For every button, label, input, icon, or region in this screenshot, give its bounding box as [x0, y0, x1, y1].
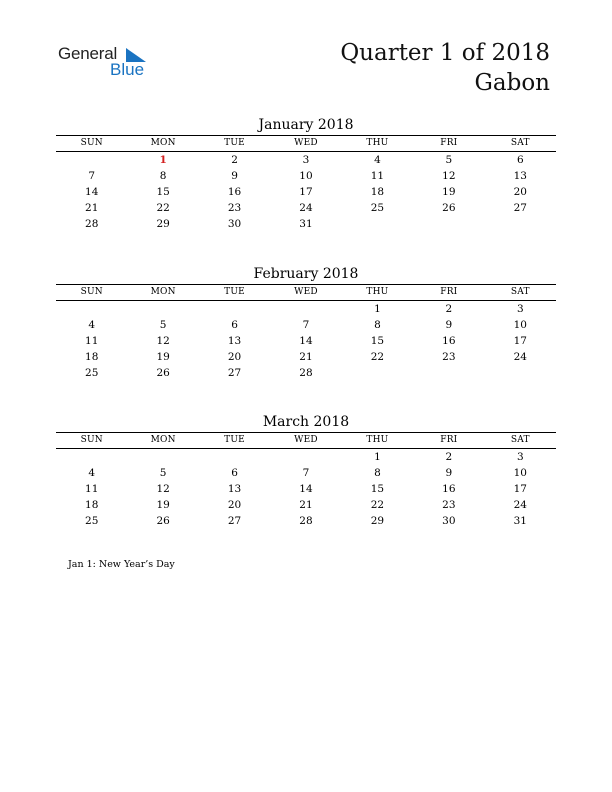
- day-cell: 3: [516, 303, 524, 315]
- month-title: March 2018: [262, 414, 350, 430]
- day-cell: 11: [85, 335, 99, 347]
- day-cell-empty: [270, 301, 341, 317]
- day-cell: 28: [299, 367, 313, 379]
- day-cell: 30: [227, 218, 242, 230]
- weekday-header: [56, 285, 556, 300]
- day-cell: 27: [227, 515, 242, 527]
- day-cell: 2: [445, 303, 453, 315]
- title-country: Gabon: [474, 70, 550, 96]
- day-cell: 18: [85, 351, 99, 363]
- weekday-label: FRI: [440, 138, 458, 148]
- day-cell: 8: [374, 319, 381, 331]
- day-cell: 18: [85, 499, 99, 511]
- weekday-label: SUN: [80, 435, 103, 445]
- day-cell-holiday: 1: [159, 154, 167, 166]
- weekday-label: THU: [366, 287, 389, 297]
- day-cell: 16: [442, 335, 456, 347]
- day-cell: 25: [85, 515, 99, 527]
- day-cell: 17: [299, 186, 313, 198]
- day-cell: 3: [302, 154, 310, 166]
- weekday-label: FRI: [440, 287, 458, 297]
- day-cell: 17: [513, 335, 527, 347]
- day-cell: 15: [370, 483, 385, 495]
- month-title: February 2018: [253, 266, 359, 282]
- day-cell-empty: [199, 449, 270, 465]
- page-title: [340, 38, 550, 98]
- day-cell: 9: [445, 319, 453, 331]
- day-cell: 21: [299, 351, 313, 363]
- day-cell: 27: [227, 367, 242, 379]
- day-cell: 31: [513, 515, 527, 527]
- day-cell: 5: [445, 154, 453, 166]
- day-cell: 28: [85, 218, 99, 230]
- weekday-label: TUE: [224, 138, 245, 148]
- weekday-label: WED: [294, 138, 318, 148]
- day-cell-empty: [127, 449, 198, 465]
- day-cell: 7: [88, 170, 96, 182]
- day-cell: 8: [159, 170, 167, 182]
- weekday-label: TUE: [224, 435, 245, 445]
- day-cell: 13: [513, 170, 527, 182]
- day-grid: [56, 301, 556, 381]
- day-cell: 21: [299, 499, 313, 511]
- day-cell: 22: [370, 351, 385, 363]
- day-cell: 25: [85, 367, 99, 379]
- day-cell-empty: [199, 301, 270, 317]
- day-cell: 26: [442, 202, 456, 214]
- day-cell: 15: [156, 186, 170, 198]
- month-march: [56, 412, 556, 529]
- day-cell: 5: [159, 319, 167, 331]
- day-cell: 23: [227, 202, 242, 214]
- weekday-label: MON: [150, 138, 176, 148]
- holiday-note: Jan 1: New Year’s Day: [68, 559, 175, 570]
- day-cell: 9: [445, 467, 453, 479]
- day-cell: 19: [442, 186, 456, 198]
- title-quarter: Quarter 1 of 2018: [340, 40, 550, 66]
- day-cell: 23: [442, 499, 456, 511]
- weekday-label: THU: [366, 138, 389, 148]
- day-cell: 10: [299, 170, 313, 182]
- brand-logo: [58, 44, 168, 84]
- day-cell: 12: [156, 335, 170, 347]
- weekday-label: TUE: [224, 287, 245, 297]
- weekday-label: WED: [294, 435, 318, 445]
- day-cell: 2: [231, 154, 238, 166]
- day-cell: 4: [374, 154, 381, 166]
- day-cell: 5: [159, 467, 167, 479]
- day-cell: 11: [85, 483, 99, 495]
- day-cell: 29: [370, 515, 385, 527]
- day-cell: 14: [299, 335, 313, 347]
- weekday-label: SUN: [80, 138, 103, 148]
- logo-text-general: General: [58, 44, 118, 63]
- day-cell: 4: [88, 467, 96, 479]
- day-cell: 20: [227, 499, 242, 511]
- weekday-label: MON: [150, 435, 176, 445]
- logo-text-blue: Blue: [110, 60, 145, 79]
- day-cell: 12: [442, 170, 456, 182]
- day-cell: 17: [513, 483, 527, 495]
- day-cell-empty: [56, 449, 127, 465]
- day-cell: 3: [516, 451, 524, 463]
- day-grid: [56, 449, 556, 529]
- day-cell: 9: [231, 170, 238, 182]
- weekday-label: SUN: [80, 287, 103, 297]
- day-cell: 11: [370, 170, 385, 182]
- month-february: [56, 264, 556, 381]
- month-title: January 2018: [258, 117, 354, 133]
- day-cell-empty: [127, 301, 198, 317]
- day-cell: 22: [370, 499, 385, 511]
- day-cell: 30: [442, 515, 456, 527]
- weekday-label: MON: [150, 287, 176, 297]
- weekday-label: WED: [294, 287, 318, 297]
- weekday-label: THU: [366, 435, 389, 445]
- day-cell: 21: [85, 202, 99, 214]
- day-cell: 18: [370, 186, 385, 198]
- day-cell: 29: [156, 218, 170, 230]
- day-cell: 6: [231, 467, 238, 479]
- day-cell: 26: [156, 367, 170, 379]
- weekday-label: SAT: [510, 435, 530, 445]
- day-cell: 12: [156, 483, 170, 495]
- day-cell: 23: [442, 351, 456, 363]
- day-cell-empty: [270, 449, 341, 465]
- weekday-label: SAT: [510, 287, 530, 297]
- weekday-header: [56, 136, 556, 151]
- day-cell: 10: [513, 319, 527, 331]
- day-cell: 16: [442, 483, 456, 495]
- day-cell: 26: [156, 515, 170, 527]
- day-cell: 16: [227, 186, 242, 198]
- day-cell: 1: [374, 451, 381, 463]
- day-cell: 28: [299, 515, 313, 527]
- day-cell: 24: [513, 351, 527, 363]
- day-cell: 27: [513, 202, 527, 214]
- day-cell: 6: [231, 319, 238, 331]
- day-cell: 1: [374, 303, 381, 315]
- day-cell: 24: [299, 202, 313, 214]
- day-cell: 13: [227, 483, 242, 495]
- month-january: [56, 115, 556, 232]
- day-cell: 20: [227, 351, 242, 363]
- weekday-label: SAT: [510, 138, 530, 148]
- day-cell: 24: [513, 499, 527, 511]
- day-cell: 4: [88, 319, 96, 331]
- day-cell: 14: [85, 186, 99, 198]
- day-cell: 2: [445, 451, 453, 463]
- day-cell: 7: [302, 467, 310, 479]
- day-cell: 7: [302, 319, 310, 331]
- day-cell: 22: [156, 202, 170, 214]
- day-cell: 19: [156, 351, 170, 363]
- day-cell: 20: [513, 186, 527, 198]
- weekday-header: [56, 433, 556, 448]
- weekday-label: FRI: [440, 435, 458, 445]
- day-cell: 15: [370, 335, 385, 347]
- day-cell: 10: [513, 467, 527, 479]
- day-cell: 8: [374, 467, 381, 479]
- day-cell: 31: [299, 218, 313, 230]
- day-cell-empty: [56, 152, 127, 168]
- day-cell: 14: [299, 483, 313, 495]
- day-cell: 19: [156, 499, 170, 511]
- day-cell-empty: [56, 301, 127, 317]
- day-grid: [56, 152, 556, 232]
- day-cell: 6: [516, 154, 524, 166]
- day-cell: 25: [370, 202, 385, 214]
- day-cell: 13: [227, 335, 242, 347]
